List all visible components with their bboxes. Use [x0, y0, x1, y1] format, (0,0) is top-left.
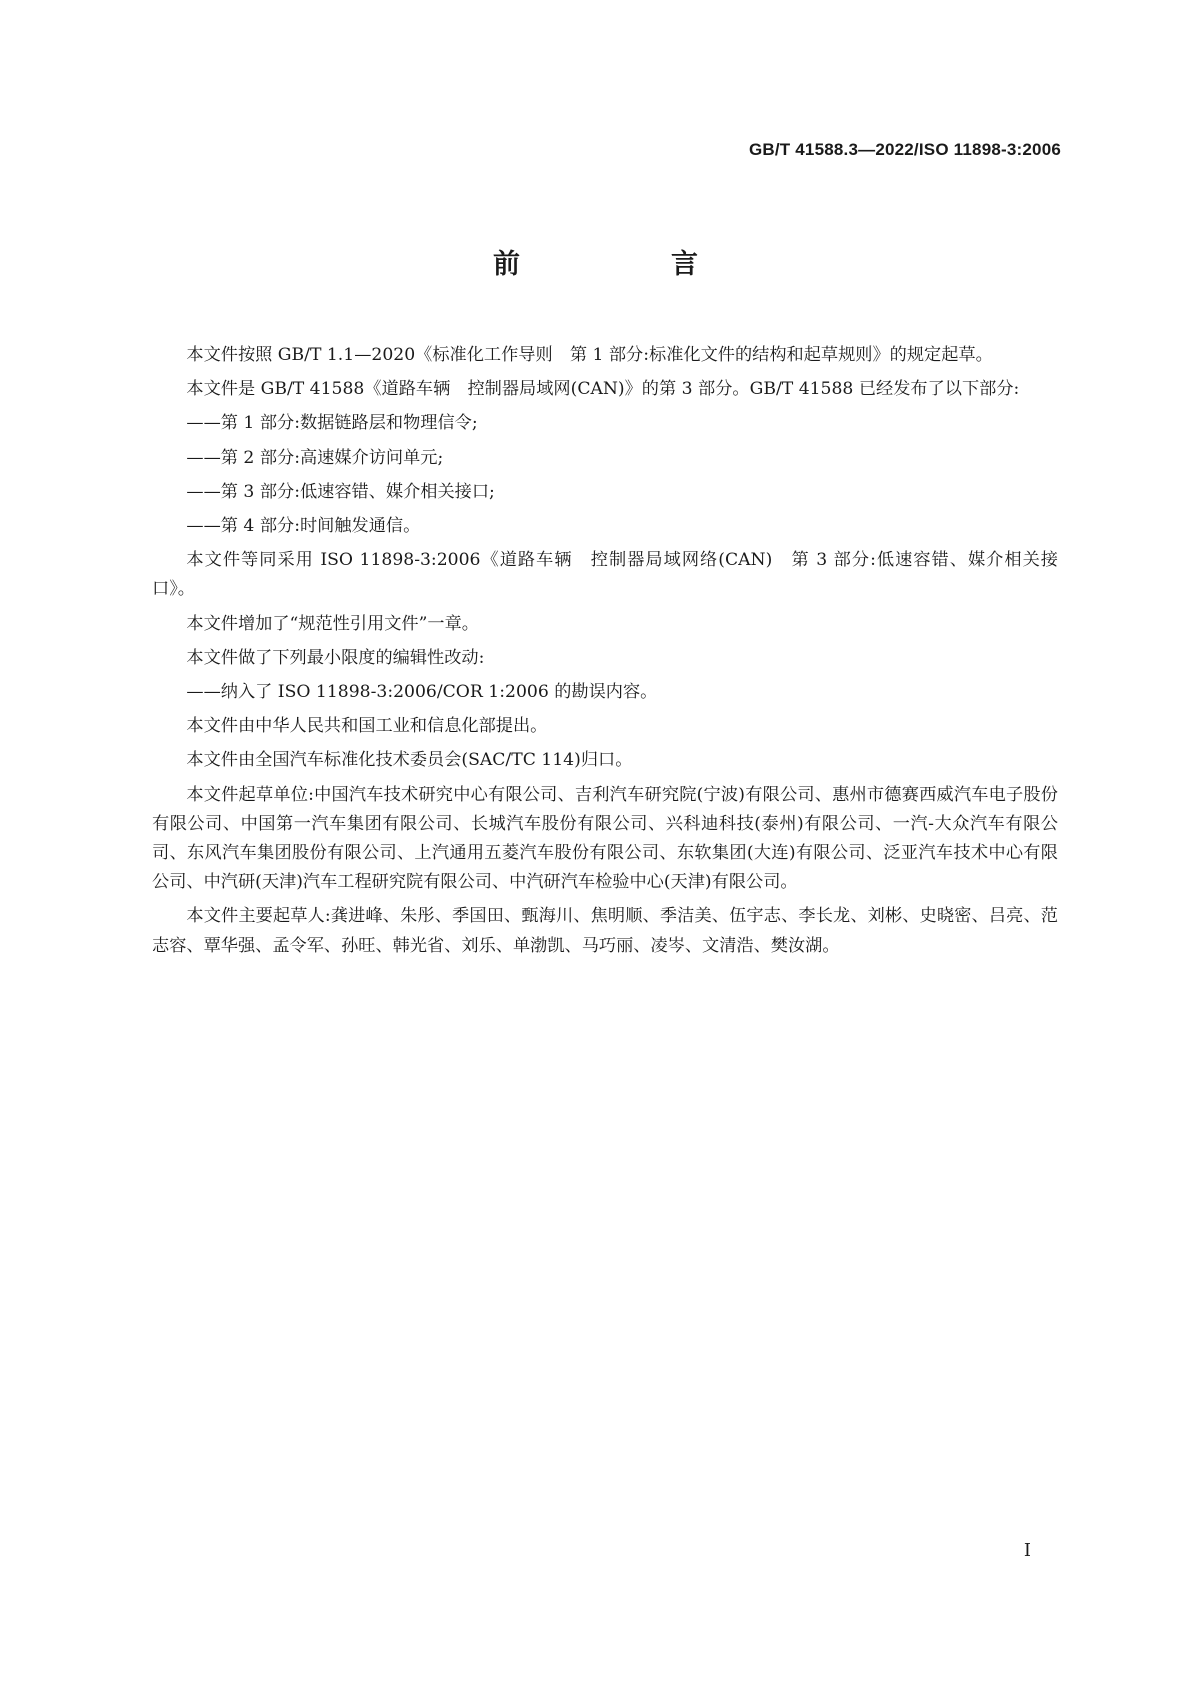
list-item-part-3: ——第 3 部分:低速容错、媒介相关接口; — [186, 481, 495, 502]
list-item-corrigendum: ——纳入了 ISO 11898-3:2006/COR 1:2006 的勘误内容。 — [186, 682, 658, 703]
paragraph-drafting-rules: 本文件按照 GB/T 1.1—2020《标准化工作导则 第 1 部分:标准化文件的结构和起草规则》的规定起草。 — [186, 345, 993, 365]
paragraph-drafting-organizations: 本文件起草单位:中国汽车技术研究中心有限公司、吉利汽车研究院(宁波)有限公司、惠州市德赛西威汽车电子股份有限公司、中国第一汽车集团有限公司、长城汽车股份有限公司、兴科迪科技(泰州)有限公司、一汽-大众汽车有限公司、东风汽车集团股份有限公司、上汽通用五菱汽车股份有限公司、东软集团(大连)有限公司、泛亚汽车技术中心有限公司、中汽研(天津)汽车工程研究院有限公司、中汽研汽车检验中心(天津)有限公司。 — [152, 784, 1058, 893]
standard-code: GB/T 41588.3—2022/ISO 11898-3:2006 — [748, 140, 1061, 159]
paragraph-drafters: 本文件主要起草人:龚进峰、朱彤、季国田、甄海川、焦明顺、季洁美、伍宇志、李长龙、刘彬、史晓密、吕亮、范志容、覃华强、孟令军、孙旺、韩光省、刘乐、单渤凯、马巧丽、凌岑、文清浩、樊汝湖。 — [152, 906, 1058, 956]
page-title: 前 言 — [493, 249, 760, 280]
paragraph-editorial-changes: 本文件做了下列最小限度的编辑性改动: — [186, 647, 485, 668]
list-item-part-2: ——第 2 部分:高速媒介访问单元; — [186, 447, 444, 468]
foreword-body — [152, 341, 1058, 966]
paragraph-series-intro: 本文件是 GB/T 41588《道路车辆 控制器局域网(CAN)》的第 3 部分。GB/T 41588 已经发布了以下部分: — [186, 379, 1020, 400]
paragraph-identical-adoption: 本文件等同采用 ISO 11898-3:2006《道路车辆 控制器局域网络(CAN) 第 3 部分:低速容错、媒介相关接口》。 — [152, 550, 1058, 600]
page-number: I — [1023, 1540, 1031, 1561]
paragraph-proposed-by: 本文件由中华人民共和国工业和信息化部提出。 — [186, 716, 548, 737]
list-item-part-4: ——第 4 部分:时间触发通信。 — [186, 516, 421, 537]
paragraph-under-jurisdiction: 本文件由全国汽车标准化技术委员会(SAC/TC 114)归口。 — [186, 750, 633, 771]
list-item-part-1: ——第 1 部分:数据链路层和物理信令; — [186, 413, 478, 434]
paragraph-normative-references: 本文件增加了“规范性引用文件”一章。 — [186, 613, 479, 634]
